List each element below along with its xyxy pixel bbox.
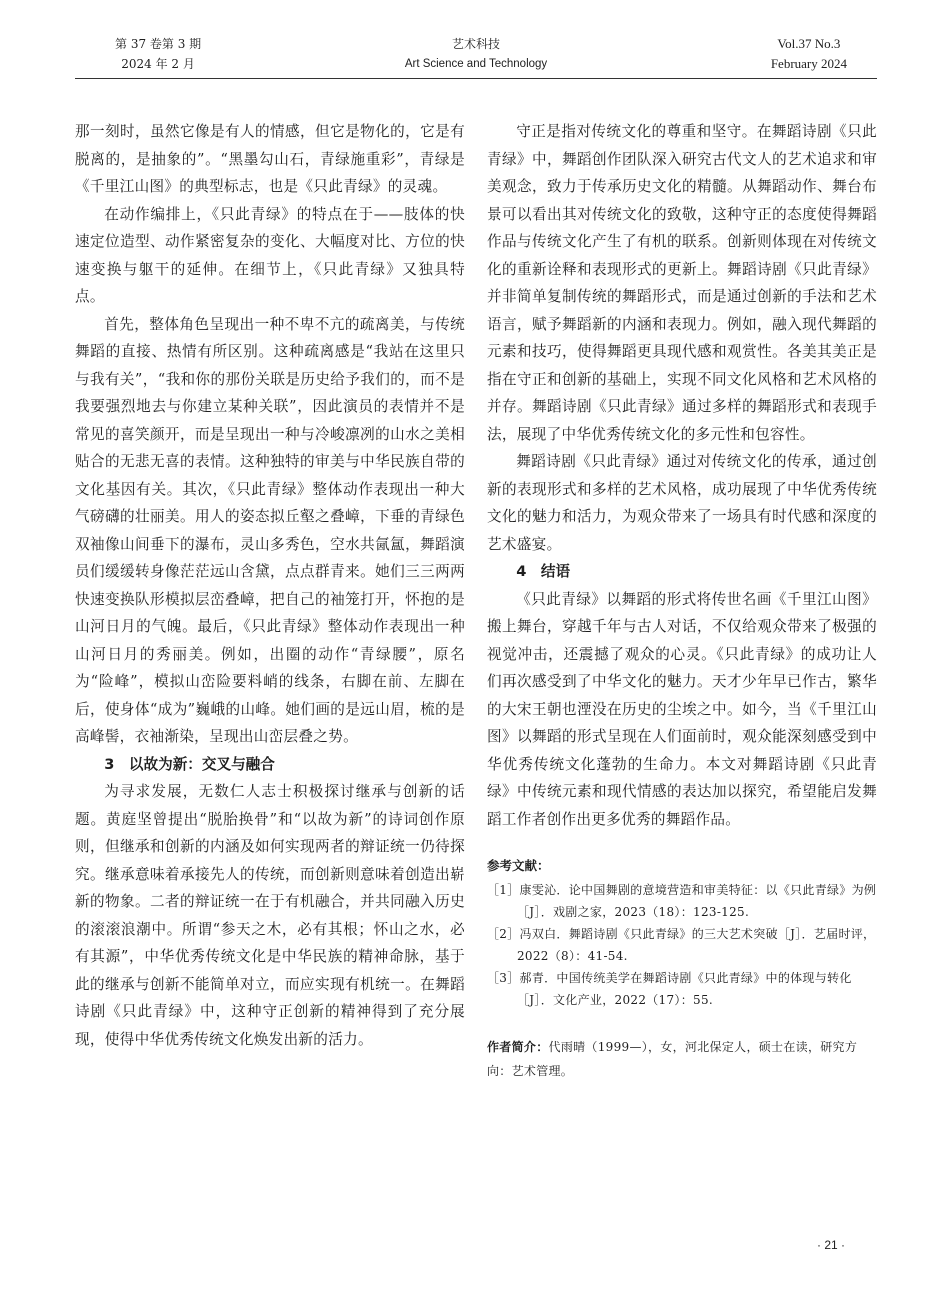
date-line-en: February 2024 (770, 56, 847, 71)
section-4-heading: 4 结语 (516, 563, 571, 580)
paragraph: 《只此青绿》以舞蹈的形式将传世名画《千里江山图》搬上舞台，穿越千年与古人对话，不仅给观众带来了极强的视觉冲击，还震撼了观众的心灵。《只此青绿》的成功让人们再次感受到了中华文化的魅力。天才少年早已作古，繁华的大宋王朝也湮没在历史的尘埃之中。如今，当《千里江山图》以舞蹈的形式呈现在人们面前时，观众能深刻感受到中华优秀传统文化蓬勃的生命力。本文对舞蹈诗剧《只此青绿》中传统元素和现代情感的表达加以探究，希望能启发舞蹈工作者创作出更多优秀的舞蹈作品。 (487, 590, 877, 828)
journal-title-en: Art Science and Technology (404, 58, 548, 70)
date-line: 2024 年 2 月 (121, 57, 195, 71)
paragraph: 守正是指对传统文化的尊重和坚守。在舞蹈诗剧《只此青绿》中，舞蹈创作团队深入研究古代文人的艺术追求和审美观念，致力于传承历史文化的精髓。从舞蹈动作、舞台布景可以看出其对传统文化的致敬，这种守正的态度使得舞蹈作品与传统文化产生了有机的联系。创新则体现在对传统文化的重新诠释和表现形式的更新上。舞蹈诗剧《只此青绿》并非简单复制传统的舞蹈形式，而是通过创新的手法和艺术语言，赋予舞蹈新的内涵和表现力。例如，融入现代舞蹈的元素和技巧，使得舞蹈更具现代感和观赏性。各美其美正是指在守正和创新的基础上，实现不同文化风格和艺术风格的并存。舞蹈诗剧《只此青绿》通过多样的舞蹈形式和表现手法，展现了中华优秀传统文化的多元性和包容性。 (487, 123, 877, 443)
paragraph: 舞蹈诗剧《只此青绿》通过对传统文化的传承，通过创新的表现形式和多样的艺术风格，成功展现了中华优秀传统文化的魅力和活力，为观众带来了一场具有时代感和深度的艺术盛宴。 (487, 453, 877, 553)
journal-title (75, 34, 877, 74)
references-title: 参考文献： (487, 858, 550, 873)
paragraph: 首先，整体角色呈现出一种不卑不亢的疏离美，与传统舞蹈的直接、热情有所区别。这种疏离感是“我站在这里只与我有关”，“我和你的那份关联是历史给予我们的，而不是我要强烈地去与你建立某种关联”，因此演员的表情并不是常见的喜笑颜开，而是呈现出一种与冷峻凛冽的山水之美相贴合的无悲无喜的表情。这种独特的审美与中华民族自带的文化基因有关。其次，《只此青绿》整体动作表现出一种大气磅礴的壮丽美。用人的姿态拟丘壑之叠嶂，下垂的青绿色双袖像山间垂下的瀑布，灵山多秀色，空水共氤氲，舞蹈演员们缓缓转身像茫茫远山含黛，点点群青来。她们三三两两快速变换队形模拟层峦叠嶂，把自己的袖笼打开，怀抱的是山河日月的气魄。最后，《只此青绿》整体动作表现出一种山河日月的秀丽美。例如，出圈的动作“青绿腰”，原名为“险峰”，模拟山峦险要料峭的线条，右脚在前、左脚在后，使身体“成为”巍峨的山峰。她们画的是远山眉，梳的是高峰髻，衣袖渐染，呈现出山峦层叠之势。 (75, 315, 465, 745)
page-number: · 21 · (816, 1238, 845, 1252)
paragraph: 那一刻时，虽然它像是有人的情感，但它是物化的，它是有脱离的，是抽象的”。“黑墨勾山石，青绿施重彩”，青绿是《千里江山图》的典型标志，也是《只此青绿》的灵魂。 (75, 123, 465, 195)
right-column (487, 118, 877, 1083)
section-3-heading: 3 以故为新：交叉与融合 (104, 755, 275, 773)
volume-line-en: Vol.37 No.3 (777, 36, 841, 51)
volume-line: 第 37 卷第 3 期 (115, 37, 202, 51)
paragraph: 在动作编排上，《只此青绿》的特点在于——肢体的快速定位造型、动作紧密复杂的变化、大幅度对比、方位的快速变换与躯干的延伸。在细节上，《只此青绿》又独具特点。 (75, 205, 465, 305)
volume-issue-en (771, 34, 847, 74)
left-column (75, 118, 465, 1053)
reference-item: ［2］冯双白．舞蹈诗剧《只此青绿》的三大艺术突破［J］．艺届时评，2022（8）：41-54. (487, 927, 876, 963)
author-bio (487, 1035, 877, 1083)
references (487, 855, 877, 1011)
journal-title-cn: 艺术科技 (451, 37, 500, 51)
reference-item: ［1］康雯沁．论中国舞剧的意境营造和审美特征：以《只此青绿》为例［J］．戏剧之家，2023（18）：123-125. (487, 883, 877, 919)
author-bio-label: 作者简介： (487, 1040, 549, 1054)
paragraph: 为寻求发展，无数仁人志士积极探讨继承与创新的话题。黄庭坚曾提出“脱胎换骨”和“以故为新”的诗词创作原则，但继承和创新的内涵及如何实现两者的辩证统一仍待探究。继承意味着承接先人的传统，而创新则意味着创造出崭新的物象。二者的辩证统一在于有机融合，并共同融入历史的滚滚浪潮中。所谓“参天之木，必有其根；怀山之水，必有其源”，中华优秀传统文化是中华民族的精神命脉，基于此的继承与创新不能简单对立，而应实现有机统一。在舞蹈诗剧《只此青绿》中，这种守正创新的精神得到了充分展现，使得中华优秀传统文化焕发出新的活力。 (75, 783, 465, 1048)
author-bio-text: 代雨晴（1999—），女，河北保定人，硕士在读，研究方向：艺术管理。 (487, 1040, 858, 1078)
reference-item: ［3］郝青．中国传统美学在舞蹈诗剧《只此青绿》中的体现与转化［J］．文化产业，2022（17）：55. (487, 971, 852, 1007)
page-header (75, 34, 877, 79)
